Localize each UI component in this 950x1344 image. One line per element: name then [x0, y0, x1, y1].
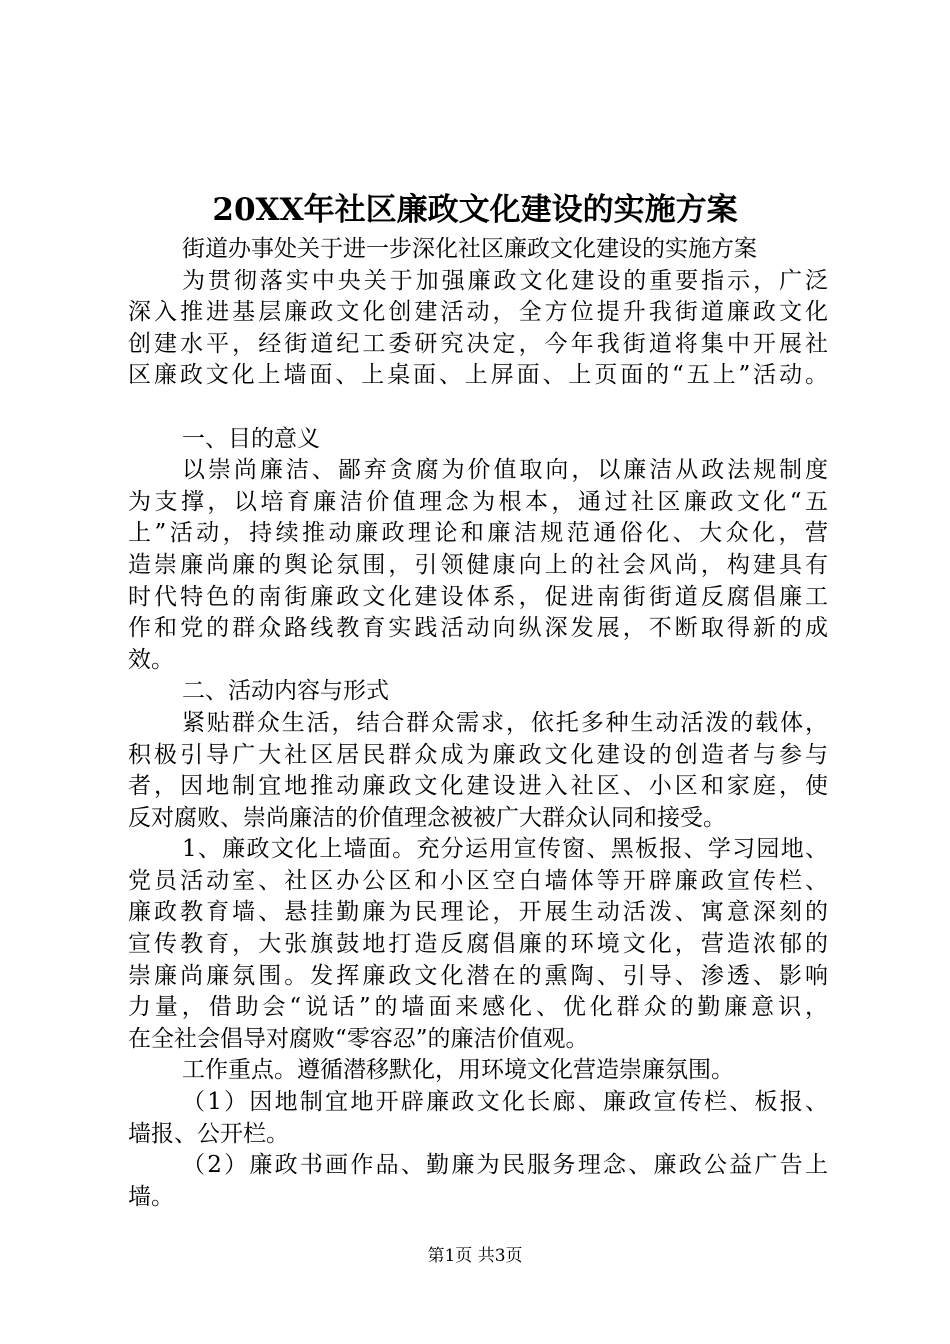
body-line: 效。	[128, 646, 174, 673]
document-title: 20XX年社区廉政文化建设的实施方案	[212, 192, 738, 228]
body-line: 工作重点。遵循潜移默化，用环境文化营造崇廉氛围。	[182, 1057, 734, 1084]
body-line: 造崇廉尚廉的舆论氛围，引领健康向上的社会风尚，构建具有	[128, 551, 828, 578]
body-line: 党员活动室、社区办公区和小区空白墙体等开辟廉政宣传栏、	[128, 867, 828, 894]
body-line: 为支撑，以培育廉洁价值理念为根本，通过社区廉政文化“五	[128, 488, 828, 515]
blank-line	[128, 392, 828, 424]
body-line: 积极引导广大社区居民群众成为廉政文化建设的创造者与参与	[128, 741, 828, 768]
body-line: 在全社会倡导对腐败“零容忍”的廉洁价值观。	[128, 1025, 589, 1052]
body-line: 深入推进基层廉政文化创建活动，全方位提升我街道廉政文化	[128, 299, 828, 326]
body-line: 1、廉政文化上墙面。充分运用宣传窗、黑板报、学习园地、	[182, 836, 828, 863]
body-line: 崇廉尚廉氛围。发挥廉政文化潜在的熏陶、引导、渗透、影响	[128, 962, 828, 989]
body-line: 紧贴群众生活，结合群众需求，依托多种生动活泼的载体，	[182, 709, 828, 736]
body-line: 宣传教育，大张旗鼓地打造反腐倡廉的环境文化，营造浓郁的	[128, 931, 828, 958]
body-line: 反对腐败、崇尚廉洁的价值理念被被广大群众认同和接受。	[128, 804, 726, 831]
body-line: 作和党的群众路线教育实践活动向纵深发展，不断取得新的成	[128, 615, 828, 642]
body-line: 街道办事处关于进一步深化社区廉政文化建设的实施方案	[182, 236, 757, 262]
body-line: 者，因地制宜地推动廉政文化建设进入社区、小区和家庭，使	[128, 773, 828, 800]
body-line: 力量，借助会“说话”的墙面来感化、优化群众的勤廉意识，	[128, 994, 828, 1021]
body-line: 一、目的意义	[182, 425, 320, 452]
page-footer: 第1页 共3页	[427, 1246, 523, 1266]
body-line: 墙。	[128, 1183, 174, 1210]
body-line: （1）因地制宜地开辟廉政文化长廊、廉政宣传栏、板报、	[182, 1089, 828, 1116]
body-line: （2）廉政书画作品、勤廉为民服务理念、廉政公益广告上	[182, 1152, 828, 1179]
body-line: 创建水平，经街道纪工委研究决定，今年我街道将集中开展社	[128, 330, 828, 357]
body-line: 区廉政文化上墙面、上桌面、上屏面、上页面的“五上”活动。	[128, 362, 828, 389]
body-line: 二、活动内容与形式	[182, 678, 389, 705]
body-line: 墙报、公开栏。	[128, 1120, 289, 1147]
body-line: 时代特色的南街廉政文化建设体系，促进南街街道反腐倡廉工	[128, 583, 828, 610]
body-line: 以崇尚廉洁、鄙弃贪腐为价值取向，以廉洁从政法规制度	[182, 457, 828, 484]
body-line: 为贯彻落实中央关于加强廉政文化建设的重要指示，广泛	[182, 267, 828, 294]
document-body	[128, 234, 828, 1213]
body-line: 上”活动，持续推动廉政理论和廉洁规范通俗化、大众化，营	[128, 520, 828, 547]
body-line: 廉政教育墙、悬挂勤廉为民理论，开展生动活泼、寓意深刻的	[128, 899, 828, 926]
